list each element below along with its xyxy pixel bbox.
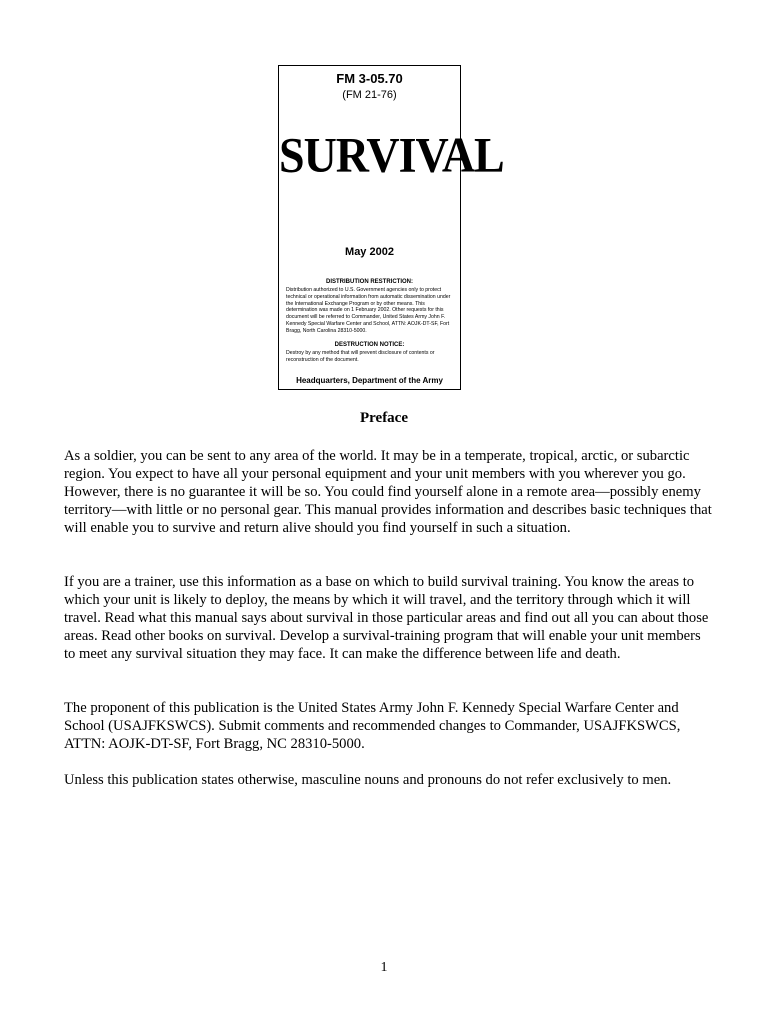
preface-heading: Preface — [359, 410, 409, 426]
distribution-restriction-text: Distribution authorized to U.S. Government agencies only to protect technical or operational information from automatic dissemination under the International Exchange Program or by other means. This determination was made on 1 February 2002. Other requests for this document will be referred to Commander, United States Army John F. Kennedy Special Warfare Center and School, ATTN: AOJK-DT-SF, Fort Bragg, North Carolina 28310-5000. — [286, 287, 451, 334]
preface-paragraph: Unless this publication states otherwise, masculine nouns and pronouns do not refer exclusively to men. — [64, 772, 672, 788]
superseded-manual-number: (FM 21-76) — [342, 89, 397, 101]
destruction-notice-text: Destroy by any method that will prevent disclosure of contents or reconstruction of the document. — [286, 350, 435, 363]
destruction-notice-heading: DESTRUCTION NOTICE: — [334, 342, 405, 348]
headquarters-label: Headquarters, Department of the Army — [296, 376, 443, 385]
preface-paragraph: As a soldier, you can be sent to any area of the world. It may be in a temperate, tropical, arctic, or subarctic region. You expect to have all your personal equipment and your unit members with you wherever you go. However, there is no guarantee it will be so. You could find yourself alone in a remote area—possibly enemy territory—with little or no personal gear. This manual provides information and describes basic techniques that will enable you to survive and return alive should you find yourself in such a situation. — [64, 448, 712, 536]
preface-paragraph: If you are a trainer, use this information as a base on which to build survival training. You know the areas to which your unit is likely to deploy, the means by which it will travel, and the territory through which it will travel. Read what this manual says about survival in those particular areas and find out all you can about those areas. Read other books on survival. Develop a survival-training program that will enable your unit members to meet any survival situation they may face. It can make the difference between life and death. — [64, 574, 709, 662]
preface-paragraph: The proponent of this publication is the United States Army John F. Kennedy Special Warfare Center and School (USAJFKSWCS). Submit comments and recommended changes to Commander, USAJFKSWCS, ATTN: AOJK-DT-SF, Fort Bragg, NC 28310-5000. — [64, 700, 681, 752]
field-manual-number: FM 3-05.70 — [336, 71, 403, 86]
cover-image — [278, 65, 504, 390]
page-number: 1 — [380, 960, 388, 975]
distribution-restriction-heading: DISTRIBUTION RESTRICTION: — [326, 279, 413, 285]
publication-date: May 2002 — [345, 246, 394, 258]
cover-title: SURVIVAL — [279, 127, 504, 183]
